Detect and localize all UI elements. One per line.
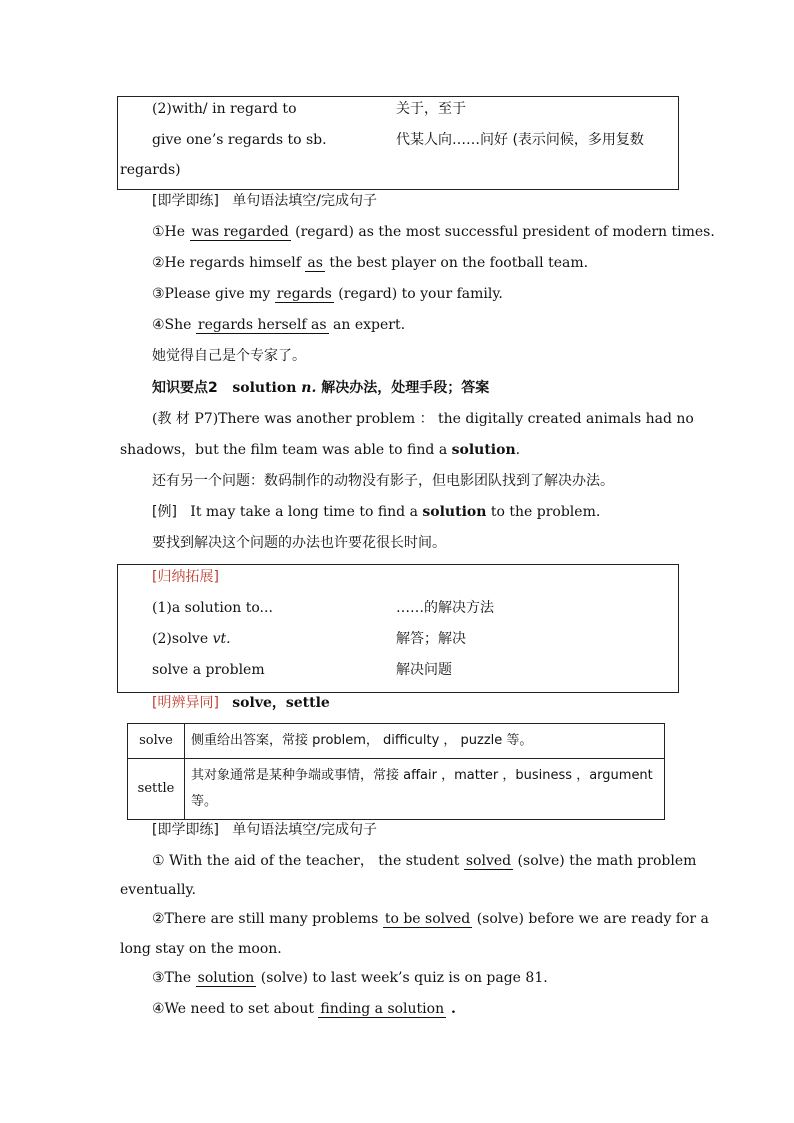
exercise-2-1 [152,851,696,871]
quote-keyword: solution [451,442,516,458]
example-sentence [152,502,600,522]
exercise-answer: solved [465,853,512,869]
exercise-text: the best player on the football team. [324,255,589,271]
exercise-2-4 [152,999,456,1019]
exercise-answer: to be solved [384,911,471,927]
regard-phrase-right-2: 代某人向……问好 (表示问候，多用复数 [396,132,644,148]
textbook-quote-line-2 [120,440,520,460]
exercise-2-2-continuation: long stay on the moon. [120,941,282,957]
table-cell-description: 侧重给出答案，常接 problem， difficulty ， puzzle 等。 [185,724,665,759]
textbook-quote-translation: 还有另一个问题：数码制作的动物没有影子，但电影团队找到了解决办法。 [152,473,614,489]
practice-heading-2 [152,820,377,840]
exercise-text: ③Please give my [152,286,275,302]
exercise-text: ④She [152,317,196,333]
practice-tag: [即学即练] [152,822,219,838]
exercise-text: (solve) before we are ready for a [472,911,709,927]
expansion-right-3: 解决问题 [396,662,452,678]
practice-instruction: 单句语法填空/完成句子 [232,193,378,209]
compare-title: [明辨异同] [152,695,219,711]
quote-text: . [515,442,521,458]
expansion-right-2: 解答；解决 [396,631,466,647]
exercise-text: ②He regards himself [152,255,306,271]
exercise-answer: solution [197,970,255,986]
exercise-1-4-translation: 她觉得自己是个专家了。 [152,348,306,364]
exercise-2-3 [152,968,548,988]
expansion-title: [归纳拓展] [152,569,219,585]
knowledge-point-heading [152,378,489,398]
expansion-left-2 [152,629,231,649]
regard-phrase-left-1: (2)with/ in regard to [152,101,297,117]
practice-tag: [即学即练] [152,193,219,209]
example-tag: [例] [152,504,177,520]
example-translation: 要找到解决这个问题的办法也许要花很长时间。 [152,535,446,551]
regard-phrase-continuation: regards) [120,162,181,178]
exercise-text: (solve) the math problem [513,853,697,869]
exercise-answer: regards herself as [197,317,327,333]
example-text: It may take a long time to find a [190,504,423,520]
exercise-text: (regard) to your family. [333,286,503,302]
regard-phrase-right-1: 关于，至于 [396,101,466,117]
textbook-quote-line-1: (教 材 P7)There was another problem ： the digitally created animals had no [152,411,694,427]
exercise-answer: as [307,255,323,271]
example-keyword: solution [422,504,487,520]
exercise-text: ②There are still many problems [152,911,383,927]
exercise-1-3 [152,284,503,304]
exercise-2-1-continuation: eventually. [120,882,196,898]
expansion-left-3: solve a problem [152,662,265,678]
exercise-text: . [446,1001,456,1017]
exercise-2-2 [152,909,709,929]
exercise-1-2 [152,253,588,273]
exercise-text: ③The [152,970,196,986]
headword-meaning: 解决办法，处理手段；答案 [321,380,490,396]
compare-table [127,723,665,820]
practice-instruction: 单句语法填空/完成句子 [232,822,378,838]
exercise-1-4 [152,315,405,335]
expansion-right-1: ……的解决方法 [396,600,494,616]
table-cell-description: 其对象通常是某种争端或事情，常接 affair ，matter ，business ，argument 等。 [185,759,665,820]
exercise-answer: finding a solution [320,1001,445,1017]
headword: solution [232,380,297,396]
exercise-text: ④We need to set about [152,1001,319,1017]
example-text: to the problem. [486,504,601,520]
expansion-left-1: (1)a solution to... [152,600,273,616]
expansion-word: (2)solve [152,631,213,647]
table-cell-word: solve [128,724,185,759]
table-cell-word: settle [128,759,185,820]
exercise-text: ① With the aid of the teacher， the student [152,853,464,869]
table-row [128,724,665,759]
regard-phrase-left-2: give one’s regards to sb. [152,132,327,148]
exercise-text: (solve) to last week’s quiz is on page 81. [256,970,548,986]
part-of-speech: n. [301,380,317,396]
exercise-answer: was regarded [191,224,289,240]
quote-text: shadows，but the film team was able to find a [120,442,452,458]
exercise-1-1 [152,222,715,242]
exercise-text: ①He [152,224,190,240]
exercise-answer: regards [276,286,332,302]
exercise-text: an expert. [328,317,406,333]
exercise-text: (regard) as the most successful president of modern times. [290,224,715,240]
table-row [128,759,665,820]
part-of-speech: vt. [212,631,231,647]
compare-heading [152,693,330,713]
compare-words: solve，settle [232,695,330,711]
knowledge-point-label: 知识要点2 [152,380,218,396]
practice-heading-1 [152,191,377,211]
